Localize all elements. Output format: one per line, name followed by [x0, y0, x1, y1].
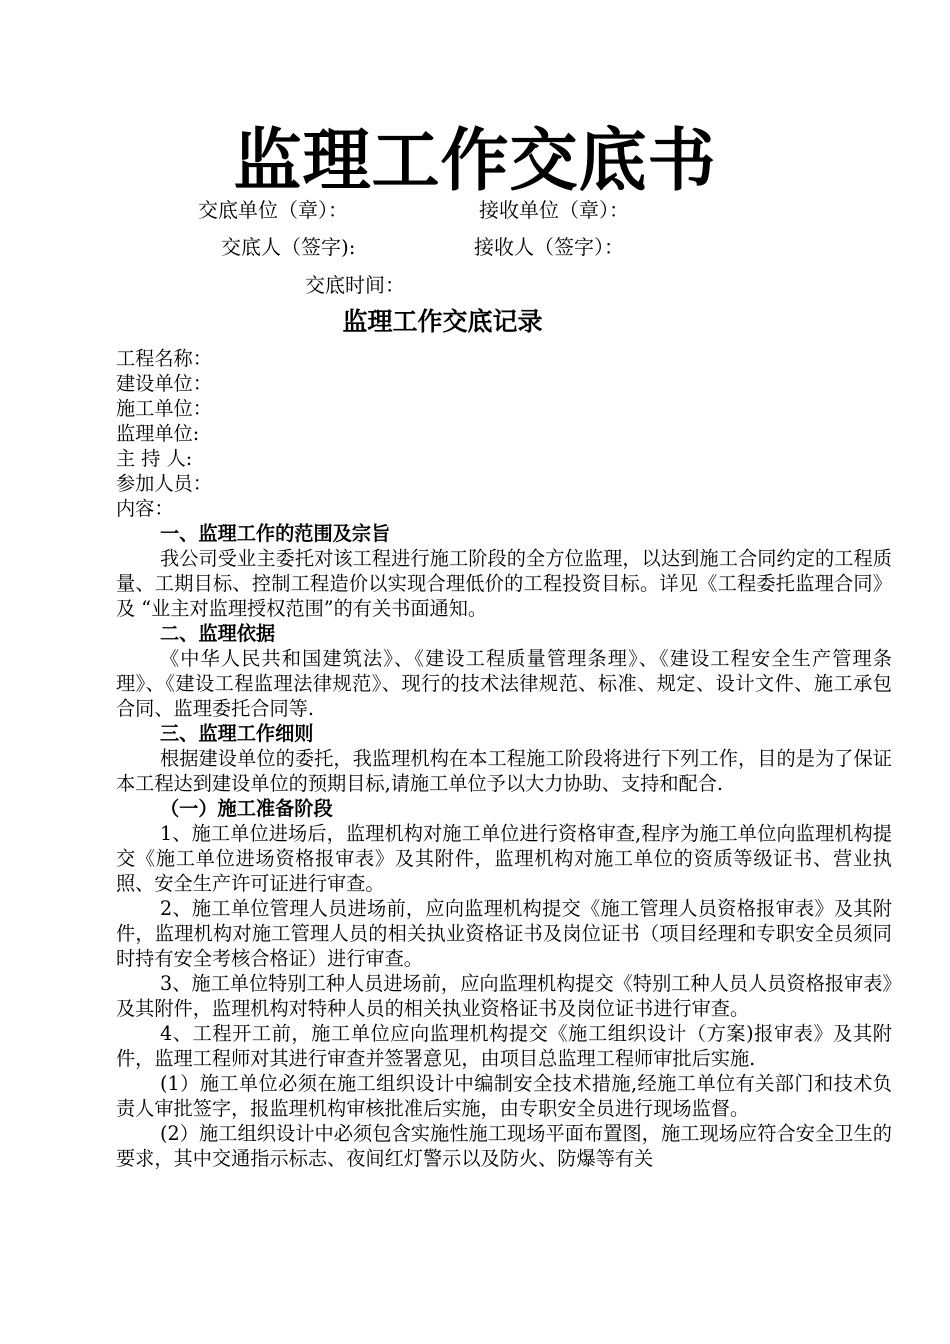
content-field: 内容：	[116, 497, 174, 520]
item-3-paragraph: 3、施工单位特别工种人员进场前，应向监理机构提交《特别工种人员人员资格报审表》及其附件，监理机构对特种人员的相关执业资格证书及岗位证书进行审查。	[116, 972, 892, 1020]
issuer-signature-label: 交底人（签字):	[221, 235, 356, 259]
item-2-paragraph: 2、施工单位管理人员进场前，应向监理机构提交《施工管理人员资格报审表》及其附件，监理机构对施工管理人员的相关执业资格证书及岗位证书（项目经理和专职安全员须同时持有安全考核合格证）进行审查。	[116, 897, 892, 970]
section-1-heading: 一、监理工作的范围及宗旨	[160, 522, 391, 545]
host-field: 主 持 人:	[116, 447, 193, 470]
receiver-signature-label: 接收人（签字）：	[474, 235, 624, 259]
subsection-preparation-heading: （一）施工准备阶段	[160, 797, 333, 820]
issuing-unit-label: 交底单位（章）：	[198, 198, 348, 222]
section-3-heading: 三、监理工作细则	[160, 722, 314, 745]
project-name-field: 工程名称：	[116, 347, 212, 370]
section-2-heading: 二、监理依据	[160, 622, 276, 645]
item-4-1-paragraph: (1）施工单位必须在施工组织设计中编制安全技术措施,经施工单位有关部门和技术负责人审批签字，报监理机构审核批准后实施，由专职安全员进行现场监督。	[116, 1072, 892, 1120]
supervision-unit-field: 监理单位:	[116, 422, 200, 445]
section-1-paragraph: 我公司受业主委托对该工程进行施工阶段的全方位监理，以达到施工合同约定的工程质量、工期目标、控制工程造价以实现合理低价的工程投资目标。详见《工程委托监理合同》及 “业主对监理授权范围”的有关书面通知。	[116, 547, 892, 620]
document-title: 监理工作交底书	[233, 121, 717, 201]
item-4-paragraph: 4、工程开工前，施工单位应向监理机构提交《施工组织设计（方案)报审表》及其附件，监理工程师对其进行审查并签署意见，由项目总监理工程师审批后实施.	[116, 1022, 892, 1070]
item-1-paragraph: 1、施工单位进场后，监理机构对施工单位进行资格审查,程序为施工单位向监理机构提交《施工单位进场资格报审表》及其附件，监理机构对施工单位的资质等级证书、营业执照、安全生产许可证进行审查。	[116, 822, 892, 895]
record-subtitle: 监理工作交底记录	[342, 307, 543, 336]
section-3-paragraph: 根据建设单位的委托，我监理机构在本工程施工阶段将进行下列工作，目的是为了保证本工程达到建设单位的预期目标,请施工单位予以大力协助、支持和配合.	[116, 747, 892, 795]
item-4-2-paragraph: (2）施工组织设计中必须包含实施性施工现场平面布置图，施工现场应符合安全卫生的要求，其中交通指示标志、夜间红灯警示以及防火、防爆等有关	[116, 1122, 892, 1170]
contractor-unit-field: 施工单位：	[116, 397, 212, 420]
construction-unit-field: 建设单位：	[116, 372, 212, 395]
receiving-unit-label: 接收单位（章）：	[479, 198, 629, 222]
record-body	[116, 346, 892, 1171]
section-2-paragraph: 《中华人民共和国建筑法》、《建设工程质量管理条理》、《建设工程安全生产管理条理》、《建设工程监理法律规范》、现行的技术法律规范、标准、规定、设计文件、施工承包合同、监理委托合同等.	[116, 647, 892, 720]
participants-field: 参加人员：	[116, 472, 212, 495]
handover-time-label: 交底时间：	[305, 273, 405, 297]
